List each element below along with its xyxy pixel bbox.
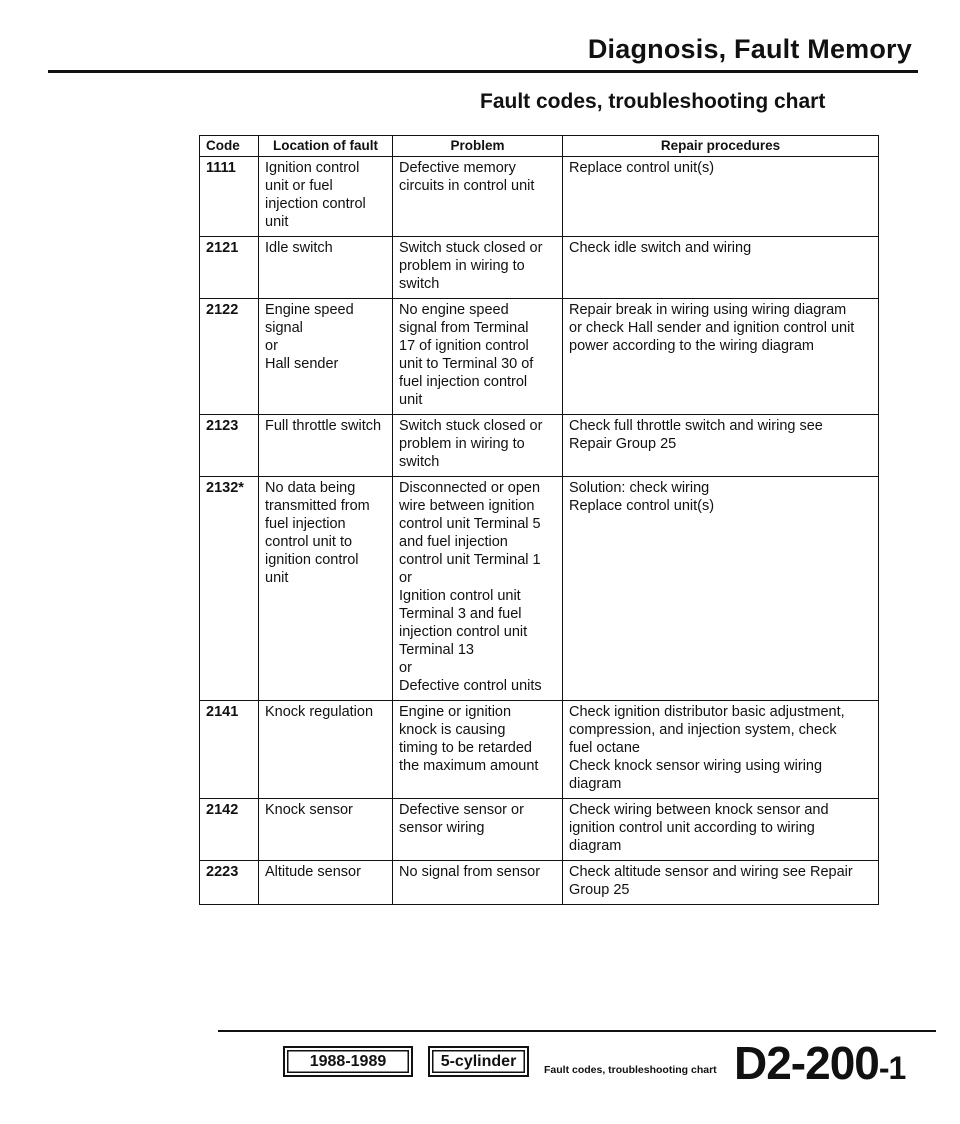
cell-location: Knock sensor [259,799,393,861]
model-years-badge: 1988-1989 [283,1046,413,1077]
table-row [200,299,879,415]
engine-type-badge: 5-cylinder [428,1046,529,1077]
table-row [200,157,879,237]
page-prefix: D2- [734,1037,806,1089]
header-code: Code [200,136,259,157]
table-row [200,415,879,477]
cell-location: Knock regulation [259,701,393,799]
footer-divider [218,1030,936,1032]
header-divider [48,70,918,73]
table-row [200,799,879,861]
table-header-row [200,136,879,157]
cell-repair: Check ignition distributor basic adjustment, compression, and injection system, check fuel octane Check knock sensor wiring using wiring diagram [563,701,879,799]
table-row [200,701,879,799]
page-header-title: Diagnosis, Fault Memory [587,34,912,64]
cell-problem: Switch stuck closed or problem in wiring to switch [393,415,563,477]
cell-location: Engine speed signal or Hall sender [259,299,393,415]
cell-code: 2132* [200,477,259,701]
page-number-value: 200 [805,1037,879,1089]
cell-location: Altitude sensor [259,861,393,905]
cell-code: 2142 [200,799,259,861]
footer-section-label: Fault codes, troubleshooting chart [544,1064,717,1076]
chart-title: Fault codes, troubleshooting chart [480,90,826,113]
cell-location: Idle switch [259,237,393,299]
cell-code: 2121 [200,237,259,299]
table-row [200,237,879,299]
cell-repair: Replace control unit(s) [563,157,879,237]
page-suffix: -1 [878,1050,906,1086]
cell-problem: Defective memory circuits in control unit [393,157,563,237]
cell-code: 2123 [200,415,259,477]
header-location: Location of fault [259,136,393,157]
page-number [734,1036,905,1090]
header-repair: Repair procedures [563,136,879,157]
cell-problem: No engine speed signal from Terminal 17 of ignition control unit to Terminal 30 of fuel injection control unit [393,299,563,415]
cell-code: 2223 [200,861,259,905]
cell-repair: Check altitude sensor and wiring see Repair Group 25 [563,861,879,905]
cell-code: 2141 [200,701,259,799]
cell-repair: Solution: check wiring Replace control unit(s) [563,477,879,701]
cell-problem: Switch stuck closed or problem in wiring to switch [393,237,563,299]
cell-problem: Disconnected or open wire between ignition control unit Terminal 5 and fuel injection control unit Terminal 1 or Ignition control unit Terminal 3 and fuel injection control unit Terminal 13 or Defective control units [393,477,563,701]
cell-location: No data being transmitted from fuel injection control unit to ignition control unit [259,477,393,701]
cell-code: 1111 [200,157,259,237]
cell-repair: Check idle switch and wiring [563,237,879,299]
cell-location: Ignition control unit or fuel injection control unit [259,157,393,237]
cell-repair: Repair break in wiring using wiring diagram or check Hall sender and ignition control unit power according to the wiring diagram [563,299,879,415]
cell-problem: Engine or ignition knock is causing timing to be retarded the maximum amount [393,701,563,799]
cell-problem: Defective sensor or sensor wiring [393,799,563,861]
cell-repair: Check full throttle switch and wiring see Repair Group 25 [563,415,879,477]
cell-problem: No signal from sensor [393,861,563,905]
fault-codes-table [199,135,879,905]
header-problem: Problem [393,136,563,157]
cell-repair: Check wiring between knock sensor and ignition control unit according to wiring diagram [563,799,879,861]
cell-location: Full throttle switch [259,415,393,477]
table-row [200,861,879,905]
table-row [200,477,879,701]
cell-code: 2122 [200,299,259,415]
